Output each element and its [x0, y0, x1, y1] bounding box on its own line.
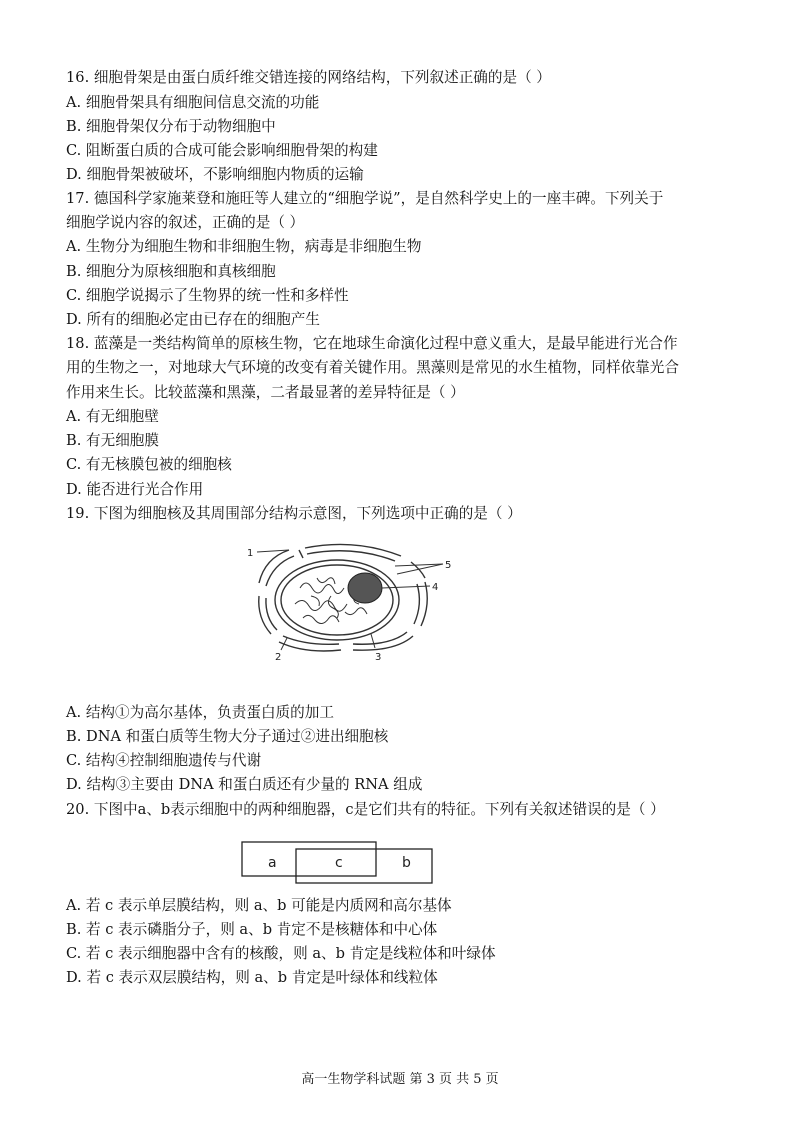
- q16-option-b: B. 细胞骨架仅分布于动物细胞中: [66, 118, 276, 135]
- q16-stem: 16. 细胞骨架是由蛋白质纤维交错连接的网络结构，下列叙述正确的是（ ）: [66, 69, 551, 86]
- q16-option-a: A. 细胞骨架具有细胞间信息交流的功能: [66, 94, 320, 111]
- q18-option-d: D. 能否进行光合作用: [66, 481, 204, 498]
- page-footer: 高一生物学科试题 第 3 页 共 5 页: [301, 1072, 499, 1087]
- q18-stem-line1: 18. 蓝藻是一类结构简单的原核生物，它在地球生命演化过程中意义重大，是最早能进行光合作: [66, 335, 678, 352]
- q16-option-d: D. 细胞骨架被破坏，不影响细胞内物质的运输: [66, 166, 364, 183]
- q17-stem-line1: 17. 德国科学家施莱登和施旺等人建立的“细胞学说”，是自然科学史上的一座丰碑。下列关于: [66, 190, 664, 207]
- q20-option-c: C. 若 c 表示细胞器中含有的核酸，则 a、b 肯定是线粒体和叶绿体: [66, 945, 496, 962]
- q19-option-a: A. 结构①为高尔基体，负责蛋白质的加工: [66, 704, 334, 721]
- q20-option-d: D. 若 c 表示双层膜结构，则 a、b 肯定是叶绿体和线粒体: [66, 969, 438, 986]
- q18-stem-line2: 用的生物之一，对地球大气环境的改变有着关键作用。黑藻则是常见的水生植物，同样依靠光合: [66, 359, 679, 376]
- q18-option-b: B. 有无细胞膜: [66, 432, 159, 449]
- q20-stem: 20. 下图中a、b表示细胞中的两种细胞器，c是它们共有的特征。下列有关叙述错误的是（ ）: [66, 801, 665, 818]
- figure-label-5: 5: [445, 560, 452, 571]
- q19-option-b: B. DNA 和蛋白质等生物大分子通过②进出细胞核: [66, 728, 389, 745]
- q17-option-d: D. 所有的细胞必定由已存在的细胞产生: [66, 311, 320, 328]
- figure-label-2: 2: [275, 652, 282, 663]
- q17-option-a: A. 生物分为细胞生物和非细胞生物，病毒是非细胞生物: [66, 238, 422, 255]
- q20-option-a: A. 若 c 表示单层膜结构，则 a、b 可能是内质网和高尔基体: [66, 897, 452, 914]
- box-label-a: a: [268, 855, 277, 871]
- q16-option-c: C. 阻断蛋白质的合成可能会影响细胞骨架的构建: [66, 142, 378, 159]
- venn-box-diagram: [240, 838, 440, 886]
- q19-option-d: D. 结构③主要由 DNA 和蛋白质还有少量的 RNA 组成: [66, 776, 423, 793]
- figure-label-3: 3: [375, 652, 382, 663]
- q19-option-c: C. 结构④控制细胞遗传与代谢: [66, 752, 262, 769]
- q17-option-b: B. 细胞分为原核细胞和真核细胞: [66, 263, 276, 280]
- q17-stem-line2: 细胞学说内容的叙述，正确的是（ ）: [66, 214, 305, 231]
- figure-label-1: 1: [247, 548, 254, 559]
- q19-stem: 19. 下图为细胞核及其周围部分结构示意图，下列选项中正确的是（ ）: [66, 505, 522, 522]
- box-label-c: c: [335, 855, 343, 871]
- q18-stem-line3: 作用来生长。比较蓝藻和黑藻，二者最显著的差异特征是（ ）: [66, 384, 465, 401]
- box-label-b: b: [402, 855, 411, 871]
- box-b: [296, 849, 432, 883]
- q20-option-b: B. 若 c 表示磷脂分子，则 a、b 肯定不是核糖体和中心体: [66, 921, 438, 938]
- box-a: [242, 842, 376, 876]
- figure-label-4: 4: [432, 582, 439, 593]
- q18-option-a: A. 有无细胞壁: [66, 408, 159, 425]
- q18-option-c: C. 有无核膜包被的细胞核: [66, 456, 232, 473]
- nucleus-diagram: [245, 538, 470, 668]
- q17-option-c: C. 细胞学说揭示了生物界的统一性和多样性: [66, 287, 349, 304]
